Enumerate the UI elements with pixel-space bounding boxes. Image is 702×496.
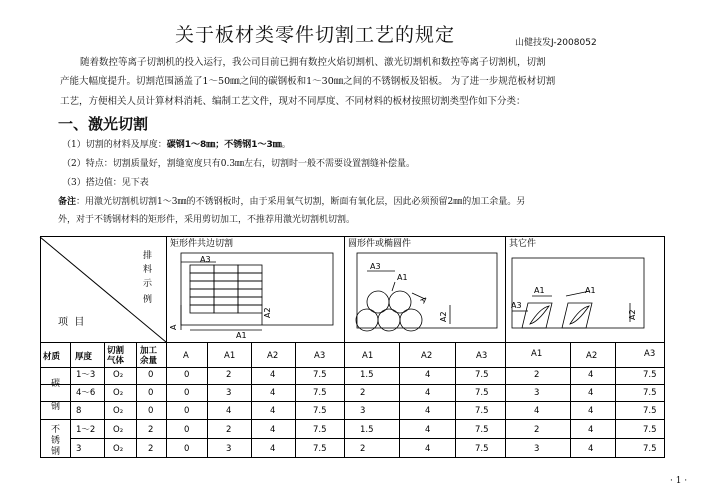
table-cell: 7.5	[313, 406, 327, 416]
table-cell: 3	[76, 444, 82, 454]
dim-a2-other: A2	[628, 309, 637, 320]
table-cell: O₂	[113, 425, 124, 435]
table-cell: 2	[534, 370, 540, 380]
other-nesting-diagram	[512, 258, 644, 328]
table-cell: 4	[425, 444, 431, 454]
table-cell: 7.5	[643, 406, 657, 416]
diag-label-1: 排	[143, 251, 153, 261]
table-cell: 0	[148, 370, 154, 380]
dim-a1-other: A1	[534, 286, 545, 295]
diag-label-4: 例	[143, 295, 153, 305]
th-rect-a1: A1	[224, 351, 236, 361]
table-cell: O₂	[113, 388, 124, 398]
intro-line-1: 随着数控等离子切割机的投入运行，我公司目前已拥有数控火焰切割机、激光切割机和数控等离子切割机，切割	[80, 57, 546, 68]
table-cell: 7.5	[643, 370, 657, 380]
dim-a3-other: A3	[511, 301, 522, 310]
table-cell: 7.5	[475, 370, 489, 380]
table-cell: 7.5	[313, 425, 327, 435]
table-cell: 4～6	[76, 388, 96, 398]
item-features: （2）特点：切割质量好，割缝宽度只有0.3㎜左右，切割时一般不需要设置割缝补偿量。	[62, 159, 416, 169]
item-1-prefix: （1）切割的材料及厚度：	[62, 140, 167, 150]
table-cell: 0	[184, 425, 190, 435]
th-rect-a2: A2	[267, 351, 279, 361]
diag-label-2: 料	[143, 265, 153, 275]
th-rect-a3: A3	[314, 351, 326, 361]
th-round-a1: A1	[362, 351, 374, 361]
table-cell: 4	[226, 406, 232, 416]
th-other-a1: A1	[531, 349, 543, 359]
table-cell: 3	[534, 388, 540, 398]
dim-a1-round: A1	[397, 273, 408, 282]
table-cell: 7.5	[475, 425, 489, 435]
th-gas-2: 气体	[107, 356, 125, 366]
mat-ss-2: 锈	[51, 436, 61, 446]
note-label: 备注	[58, 197, 77, 207]
table-cell: 3	[360, 406, 366, 416]
th-other-a3: A3	[644, 349, 656, 359]
table-cell: 4	[425, 370, 431, 380]
table-cell: 2	[360, 388, 366, 398]
table-cell: 2	[360, 444, 366, 454]
table-cell: O₂	[113, 444, 124, 454]
table-cell: 4	[588, 370, 594, 380]
table-cell: 7.5	[643, 425, 657, 435]
table-cell: O₂	[113, 370, 124, 380]
page-number: · 1 ·	[670, 476, 688, 486]
table-cell: 4	[588, 406, 594, 416]
item-1-highlight: 碳钢1～8㎜；不锈钢1～3㎜	[166, 140, 282, 150]
dim-a2-round: A2	[439, 311, 448, 322]
dim-a3-round: A3	[370, 262, 381, 271]
table-cell: 0	[184, 444, 190, 454]
mat-carbon-2: 钢	[51, 402, 61, 412]
item-overlap: （3）搭边值：见下表	[62, 178, 149, 188]
page-title: 关于板材类零件切割工艺的规定	[175, 24, 456, 46]
table-cell: 4	[425, 425, 431, 435]
table-cell: 4	[588, 425, 594, 435]
table-body	[76, 370, 657, 454]
th-other-a2: A2	[586, 351, 598, 361]
dim-a2-rect: A2	[263, 307, 272, 318]
table-cell: 4	[270, 388, 276, 398]
table-cell: 2	[226, 425, 232, 435]
table-cell: 2	[534, 425, 540, 435]
document-number: 山健技发J-2008052	[515, 38, 597, 48]
diagram-title-round: 圆形件或椭圆件	[348, 239, 412, 249]
table-cell: 1.5	[360, 425, 374, 435]
table-cell: 4	[534, 406, 540, 416]
table-cell: 1.5	[360, 370, 374, 380]
th-allow-2: 余量	[140, 356, 158, 366]
material-labels	[51, 377, 60, 457]
table-cell: 8	[76, 406, 82, 416]
mat-ss-3: 钢	[51, 447, 61, 457]
th-material: 材质	[43, 352, 61, 362]
dim-a3-rect: A3	[200, 255, 211, 264]
th-rect-a: A	[183, 351, 189, 361]
note-line-2: 外，对于不锈钢材料的矩形件，采用剪切加工，不推荐用激光切割机切割。	[58, 215, 356, 225]
dim-a1-rect: A1	[236, 331, 247, 340]
table-cell: 4	[425, 388, 431, 398]
dim-a1-other-2: A1	[585, 286, 596, 295]
diagram-title-other: 其它件	[509, 239, 537, 249]
note-text-1: ：用激光切割机切割1～3㎜的不锈钢板时，由于采用氧气切割，断面有氧化层，因此必须预留2㎜的加工余量。另	[76, 197, 526, 207]
th-round-a2: A2	[421, 351, 433, 361]
dim-a-round: A	[418, 295, 429, 306]
intro-line-3: 工艺，方便相关人员计算材料消耗、编制工艺文件，现对不同厚度、不同材料的板材按照切割类型作如下分类：	[60, 96, 526, 107]
intro-line-2: 产能大幅度提升。切割范围涵盖了1～50㎜之间的碳钢板和1～30㎜之间的不锈钢板及铝板。 为了进一步规范板材切割	[60, 76, 556, 87]
table-cell: 0	[148, 406, 154, 416]
table-cell: O₂	[113, 406, 124, 416]
table-cell: 2	[148, 444, 154, 454]
table-cell: 7.5	[475, 388, 489, 398]
th-thickness: 厚度	[75, 352, 93, 362]
table-cell: 4	[270, 370, 276, 380]
table-cell: 4	[588, 388, 594, 398]
table-cell: 7.5	[313, 388, 327, 398]
mat-carbon-1: 碳	[51, 379, 61, 389]
diag-label-3: 示	[143, 279, 153, 289]
th-gas-1: 切割	[107, 346, 125, 356]
table-cell: 7.5	[475, 406, 489, 416]
table-cell: 7.5	[643, 388, 657, 398]
table-cell: 0	[184, 388, 190, 398]
diag-label-items: 项 目	[58, 317, 85, 328]
th-allow-1: 加工	[140, 346, 158, 356]
table-cell: 4	[270, 444, 276, 454]
diagram-title-rect: 矩形件共边切割	[170, 239, 234, 249]
item-1-end: 。	[281, 140, 291, 150]
mat-ss-1: 不	[51, 425, 61, 435]
section-heading: 一、激光切割	[58, 115, 149, 133]
dim-a-rect: A	[169, 324, 178, 330]
table-cell: 2	[148, 425, 154, 435]
table-cell: 3	[534, 444, 540, 454]
table-cell: 4	[425, 406, 431, 416]
table-cell: 4	[588, 444, 594, 454]
table-cell: 1～2	[76, 425, 96, 435]
table-cell: 0	[148, 388, 154, 398]
table-header-row	[43, 345, 655, 366]
table-cell: 2	[226, 370, 232, 380]
table-cell: 7.5	[643, 444, 657, 454]
table-cell: 7.5	[475, 444, 489, 454]
th-round-a3: A3	[476, 351, 488, 361]
table-cell: 0	[184, 406, 190, 416]
table-cell: 4	[270, 425, 276, 435]
table-cell: 7.5	[313, 444, 327, 454]
table-cell: 1～3	[76, 370, 96, 380]
table-cell: 3	[226, 388, 232, 398]
rect-nesting-diagram	[181, 253, 333, 330]
table-cell: 7.5	[313, 370, 327, 380]
table-cell: 0	[184, 370, 190, 380]
table-cell: 3	[226, 444, 232, 454]
table-cell: 4	[270, 406, 276, 416]
